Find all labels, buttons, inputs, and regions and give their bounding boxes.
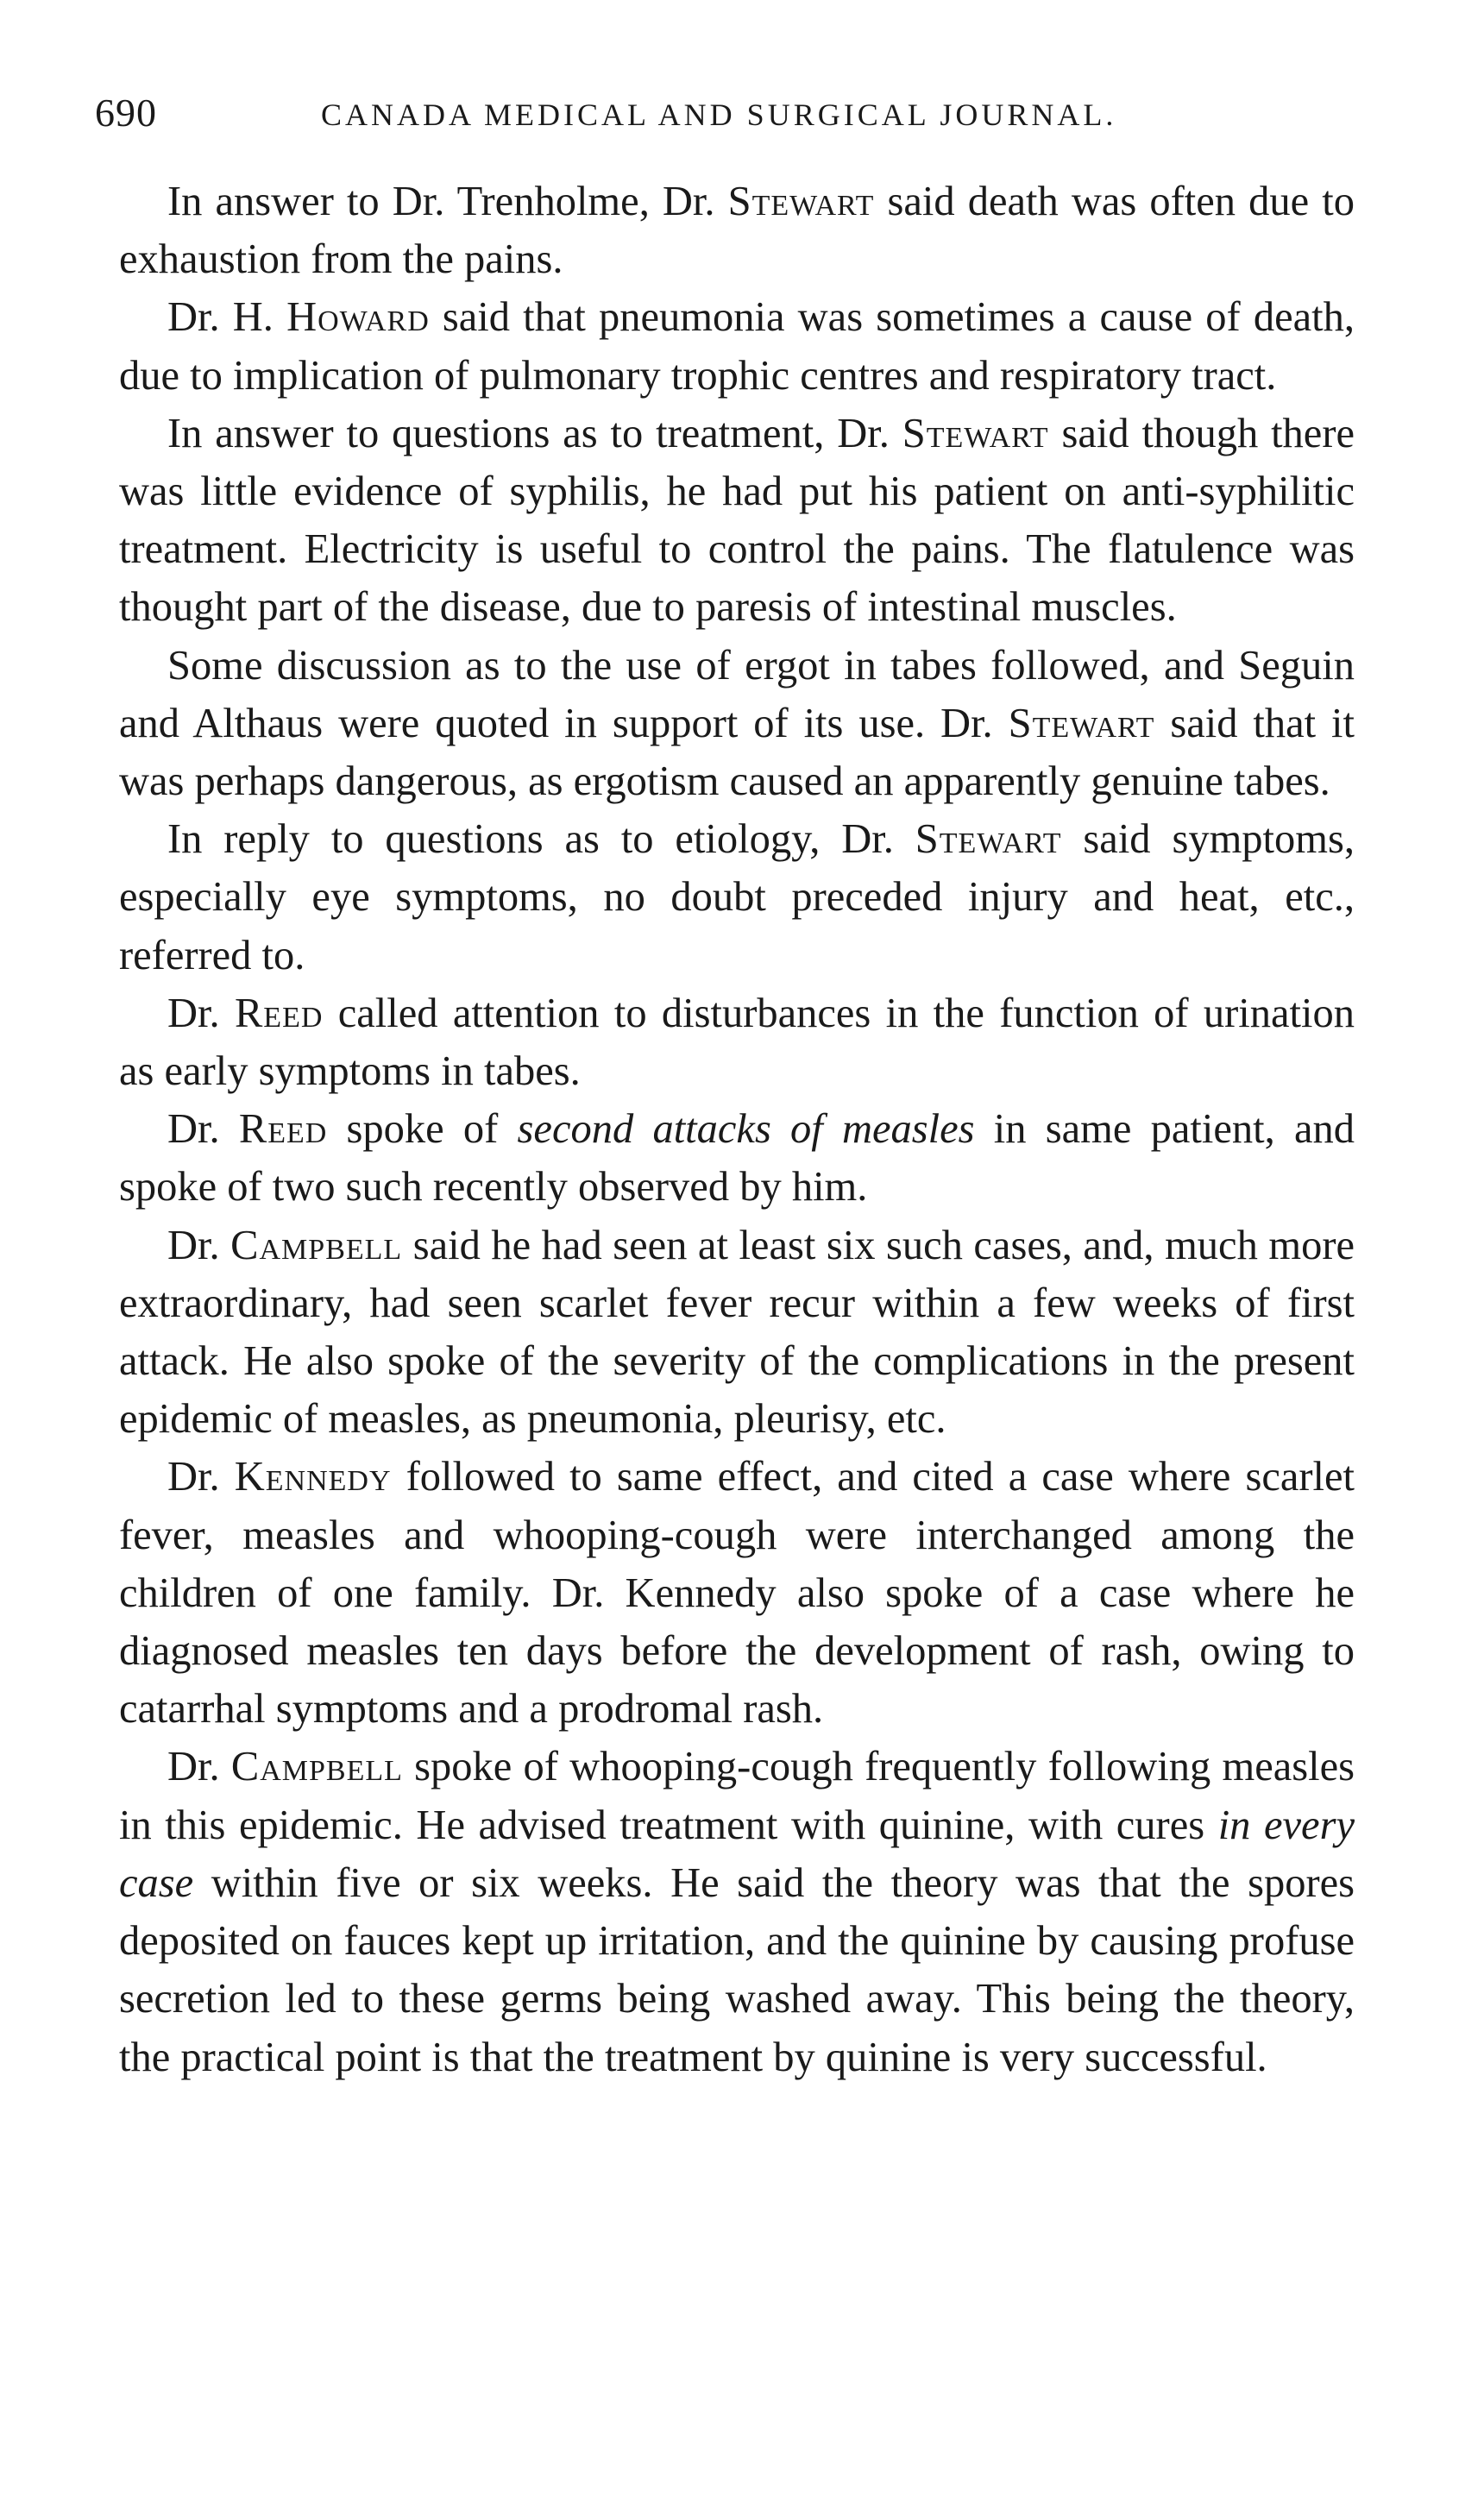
paragraph-text: Dr. (167, 1222, 231, 1268)
paragraph (119, 173, 1355, 288)
paragraph-text: called attention to disturbances in the function of urination as early symptoms in tabes. (119, 990, 1355, 1095)
paragraph (119, 405, 1355, 637)
paragraph (119, 288, 1355, 404)
paragraph-text: spoke of whooping-cough frequently following measles in this epidemic. He advised treatment with quinine, with cures (119, 1744, 1355, 1848)
paragraph-text: spoke of (327, 1106, 518, 1153)
page-number: 690 (95, 91, 157, 135)
emphasis-text: in every case (119, 1802, 1355, 1906)
paragraph-text: Some discussion as to the use of ergot in tabes followed, and Seguin and Althaus were quoted in support of its use. Dr. (119, 642, 1355, 746)
paragraph-text: within five or six weeks. He said the theory was that the spores deposited on fauces kept up irritation, and the quinine by causing profuse secretion led to these germs being washed away. This being the theory, the practical point is that the treatment by quinine is very successful. (119, 1859, 1355, 2080)
speaker-name: Stewart (1008, 700, 1155, 746)
paragraph-text: said symptoms, especially eye symptoms, no doubt preceded injury and heat, etc., referred to. (119, 816, 1355, 978)
article-body (119, 173, 1355, 2086)
paragraph (119, 637, 1355, 811)
paragraph (119, 984, 1355, 1100)
speaker-name: Howard (286, 294, 430, 341)
speaker-name: Campbell (230, 1222, 403, 1268)
speaker-name: Stewart (727, 179, 875, 224)
speaker-name: Reed (234, 990, 324, 1036)
paragraph-text: Dr. H. (167, 294, 287, 341)
speaker-name: Kennedy (234, 1454, 392, 1500)
page-header (95, 90, 1355, 150)
speaker-name: Stewart (902, 410, 1049, 456)
paragraph (119, 1100, 1355, 1216)
paragraph-text: said though there was little evidence of syphilis, he had put his patient on anti-syphilitic treatment. Electricity is useful to control the pains. The flatulence was thought part of the disease, due to paresis of intestinal muscles. (119, 410, 1355, 631)
paragraph (119, 1448, 1355, 1738)
speaker-name: Reed (238, 1106, 328, 1153)
paragraph-text: Dr. (167, 1106, 239, 1153)
speaker-name: Campbell (230, 1744, 403, 1790)
speaker-name: Stewart (915, 816, 1062, 863)
paragraph-text: Dr. (167, 990, 235, 1036)
running-title: CANADA MEDICAL AND SURGICAL JOURNAL. (321, 97, 1117, 132)
paragraph-text: In reply to questions as to etiology, Dr. (167, 816, 915, 863)
paragraph (119, 1217, 1355, 1449)
paragraph (119, 1738, 1355, 2085)
paragraph-text: said that pneumonia was sometimes a cause of death, due to implication of pulmonary trophic centres and respiratory tract. (119, 294, 1355, 399)
paragraph-text: followed to same effect, and cited a case where scarlet fever, measles and whooping-cough were interchanged among the children of one family. Dr. Kennedy also spoke of a case where he diagnosed measles ten days before the development of rash, owing to catarrhal symptoms and a prodromal rash. (119, 1454, 1355, 1733)
emphasis-text: second attacks of measles (517, 1106, 975, 1153)
paragraph-text: said death was often due to exhaustion from the pains. (119, 179, 1355, 283)
paragraph-text: said that it was perhaps dangerous, as ergotism caused an apparently genuine tabes. (119, 700, 1355, 805)
paragraph-text: in same patient, and spoke of two such recently observed by him. (119, 1106, 1355, 1211)
paragraph-text: In answer to questions as to treatment, Dr. (167, 410, 902, 456)
paragraph-text: Dr. (167, 1744, 231, 1790)
paragraph-text: Dr. (167, 1454, 235, 1500)
paragraph (119, 810, 1355, 984)
paragraph-text: In answer to Dr. Trenholme, Dr. (167, 179, 728, 224)
paragraph-text: said he had seen at least six such cases, and, much more extraordinary, had seen scarlet fever recur within a few weeks of first attack. He also spoke of the severity of the complications in the present epidemic of measles, as pneumonia, pleurisy, etc. (119, 1222, 1355, 1443)
